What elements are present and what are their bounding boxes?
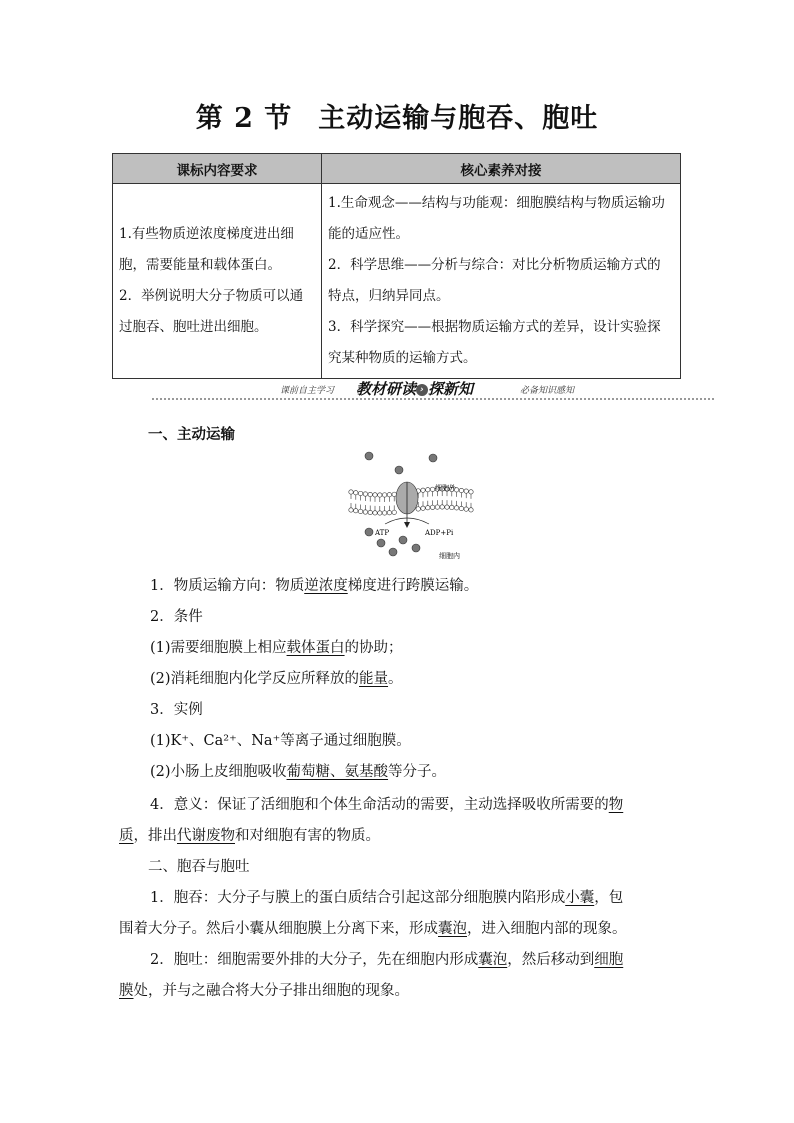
- molecule-icon: [389, 548, 397, 556]
- atp-label: ATP: [375, 529, 390, 537]
- example-2: (2)小肠上皮细胞吸收葡萄糖、氨基酸等分子。: [150, 764, 447, 780]
- active-transport-diagram: [345, 448, 477, 560]
- section2-heading: 二、胞吞与胞吐: [148, 859, 250, 875]
- section-banner: [152, 378, 714, 402]
- molecule-icon: [429, 454, 437, 462]
- condition-1: (1)需要细胞膜上相应载体蛋白的协助；: [150, 640, 403, 656]
- competency-item: 3．科学探究——根据物质运输方式的差异，设计实验探究某种物质的运输方式。: [328, 319, 661, 366]
- banner-left-text: 课前自主学习: [280, 386, 335, 396]
- outside-label: 细胞外: [435, 484, 456, 492]
- examples-heading: 3．实例: [150, 702, 203, 718]
- molecule-icon: [399, 536, 407, 544]
- page-title: 第 2 节 主动运输与胞吞、胞吐: [195, 103, 599, 134]
- table-header-competencies: 核心素养对接: [322, 154, 681, 184]
- molecule-icon: [412, 544, 420, 552]
- table-header-standards: 课标内容要求: [113, 154, 322, 184]
- requirements-table: [112, 153, 681, 379]
- banner-right-text: 必备知识感知: [520, 386, 575, 396]
- example-1: (1)K⁺、Ca²⁺、Na⁺等离子通过细胞膜。: [150, 733, 411, 749]
- direction-line: 1．物质运输方向：物质逆浓度梯度进行跨膜运输。: [150, 578, 479, 594]
- competency-item: 1.生命观念——结构与功能观：细胞膜结构与物质运输功能的适应性。: [328, 195, 665, 242]
- section1-heading: 一、主动运输: [148, 426, 235, 443]
- significance-line-2: 质，排出代谢废物和对细胞有害的物质。: [119, 828, 380, 844]
- molecule-icon: [395, 466, 403, 474]
- competency-item: 2．科学思维——分析与综合：对比分析物质运输方式的特点，归纳异同点。: [328, 257, 661, 304]
- standard-item: 1.有些物质逆浓度梯度进出细胞，需要能量和载体蛋白。: [119, 226, 294, 273]
- competencies-cell: [322, 184, 681, 379]
- endocytosis-line-2: 围着大分子。然后小囊从细胞膜上分离下来，形成囊泡，进入细胞内部的现象。: [119, 921, 627, 937]
- molecule-icon: [365, 452, 373, 460]
- banner-title: 教材研读 › 探新知: [356, 380, 474, 398]
- molecule-icon: [377, 539, 385, 547]
- exocytosis-line-2: 膜处，并与之融合将大分子排出细胞的现象。: [119, 983, 409, 999]
- inside-label: 细胞内: [439, 552, 460, 560]
- arrow-icon: ›: [416, 384, 428, 396]
- molecule-icon: [365, 528, 373, 536]
- significance-line-1: 4．意义：保证了活细胞和个体生命活动的需要，主动选择吸收所需要的物: [150, 797, 624, 813]
- standards-cell: [113, 184, 322, 379]
- exocytosis-line-1: 2．胞吐：细胞需要外排的大分子，先在细胞内形成囊泡，然后移动到细胞: [150, 952, 624, 968]
- adp-label: ADP+Pi: [425, 529, 454, 537]
- conditions-heading: 2．条件: [150, 609, 203, 625]
- endocytosis-line-1: 1．胞吞：大分子与膜上的蛋白质结合引起这部分细胞膜内陷形成小囊，包: [150, 890, 624, 906]
- standard-item: 2．举例说明大分子物质可以通过胞吞、胞吐进出细胞。: [119, 288, 304, 335]
- condition-2: (2)消耗细胞内化学反应所释放的能量。: [150, 671, 403, 687]
